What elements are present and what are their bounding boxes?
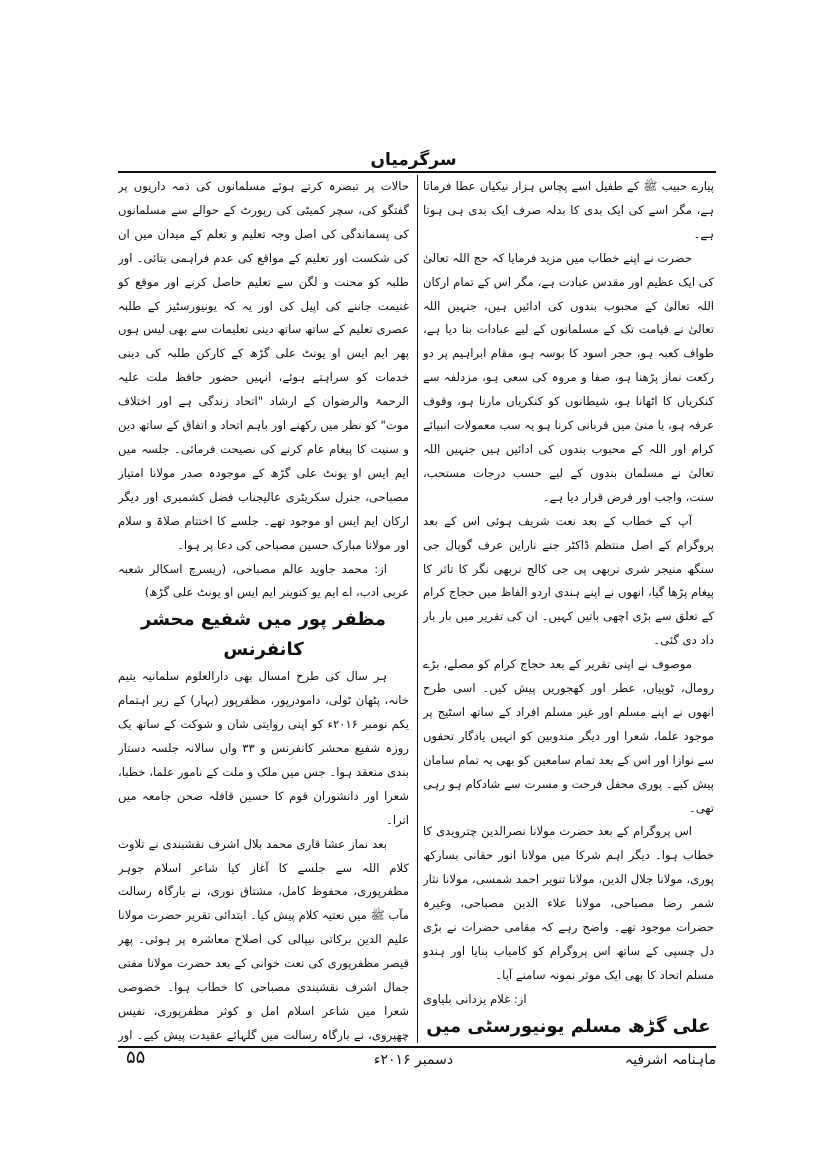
- right-paragraph: اس پروگرام کے بعد حضرت مولانا نصرالدین چترویدی کا خطاب ہوا۔ دیگر اہم شرکا میں مولانا انور حقانی بسارکھ پوری، مولانا جلال الدین، مولانا تنویر احمد شمسی، مولانا نثار شمر رضا مصباحی، مولانا علاء الدین مصباحی، وغیرہ حضرات موجود تھے۔ واضح رہے کہ مقامی حضرات نے بڑی دل چسپی کے ساتھ اس پروگرام کو کامیاب بنایا اور ہندو مسلم اتحاد کا بھی ایک موثر نمونہ سامنے آیا۔: [423, 824, 714, 982]
- header-rule: [118, 171, 716, 173]
- right-paragraph: موصوف نے اپنی تقریر کے بعد حجاج کرام کو مصلے، بڑے رومال، ٹوپیاں، عطر اور کھجوریں پیش کیں۔ اسی طرح انھوں نے اپنے مسلم اور غیر مسلم افراد کے ساتھ اسٹیج پر موجود علما، شعرا اور دیگر مندوبین کو انہیں یادگار تحفوں سے نوازا اور اس کے بعد تمام سامعین کو بھی یہ تمام سامان پیش کیے۔ پوری محفل فرحت و مسرت سے شادکام ہو رہی تھی۔: [423, 657, 714, 815]
- article-credit: از: غلام یزدانی بلیاوی: [423, 991, 527, 1006]
- footer-magazine-name: ماہنامہ اشرفیہ: [624, 1052, 716, 1068]
- left-column: [118, 175, 409, 1043]
- footer-page-number: ۵۵: [126, 1047, 146, 1068]
- article-heading: علی گڑھ مسلم یونیورسٹی میں: [426, 1015, 711, 1037]
- article-heading: مظفر پور میں شفیع محشر کانفرنس: [141, 609, 386, 661]
- column-divider: [417, 175, 418, 1043]
- right-paragraph: پیارے حبیب ﷺ کے طفیل اسے پچاس ہزار نیکیاں عطا فرماتا ہے، مگر اسے کی ایک بدی کا بدلہ صرف ایک بدی ہی ہوتا ہے۔: [423, 179, 714, 241]
- footer-rule: [118, 1046, 716, 1048]
- footer-date: دسمبر ۲۰۱۶ء: [373, 1052, 454, 1068]
- page-section-title: سرگرمیاں: [370, 150, 457, 170]
- left-paragraph: ہر سال کی طرح امسال بھی دارالعلوم سلمانیہ یتیم خانہ، پٹھان ٹولی، دامودرپور، مظفرپور (بہار) کے زیر اہتمام یکم نومبر ۲۰۱۶ء کو اپنی روایتی شان و شوکت کے ساتھ یک روزہ شفیع محشر کانفرنس و ۳۳ واں سالانہ جلسہ دستار بندی منعقد ہوا۔ جس میں ملک و ملت کے نامور علما، خطبا، شعرا اور دانشوران قوم کا حسین قافلہ صحن جامعہ میں اترا۔: [118, 669, 409, 827]
- right-paragraph: آپ کے خطاب کے بعد نعت شریف ہوئی اس کے بعد پروگرام کے اصل منتظم ڈاکٹر جنے ناراین عرف گوپال جی سنگھ منیجر شری نربھی پی جی کالج نربھی نگر کا تاثر کا پیغام پڑھا گیا، انھوں نے اپنے ہندی اردو الفاظ میں حجاج کرام کے تعلق سے بڑی اچھی باتیں کہیں۔ ان کی تقریر میں بار بار داد دی گئی۔: [423, 513, 714, 648]
- right-column: [423, 175, 714, 1043]
- left-paragraph: بعد نماز عشا قاری محمد بلال اشرف نقشبندی نے تلاوت کلام اللہ سے جلسے کا آغاز کیا شاعر اسلام جوہر مظفرپوری، محفوظ کامل، مشتاق نوری، نے بارگاہ رسالت مآب ﷺ میں نعتیہ کلام پیش کیا۔ ابتدائی تقریر حضرت مولانا علیم الدین برکاتی نیپالی کی اصلاح معاشرہ پر ہوئی۔ پھر قیصر مظفرپوری کی نعت خوانی کے بعد حضرت مولانا مفتی جمال اشرف نقشبندی مصباحی کا خطاب ہوا۔ خصوصی شعرا میں شاعر اسلام امل و کوثر مظفرپوری، نفیس چھپروی، نے بارگاہ رسالت میں گلہائے عقیدت پیش کیے۔ اور: [118, 836, 409, 1042]
- left-paragraph: حالات پر تبصرہ کرتے ہوئے مسلمانوں کی ذمہ داریوں پر گفتگو کی، سچر کمیٹی کی رپورٹ کے حوالے سے مسلمانوں کی پسماندگی کی اصل وجہ تعلیم و تعلم کے میدان میں ان کی شکست اور تعلیم کے مواقع کی عدم فراہمی بتائی۔ اور طلبہ کو محنت و لگن سے تعلیم حاصل کرنے اور موقع کو غنیمت جاننے کی اپیل کی اور یہ کہ یونیورسٹیز کے طلبہ عصری تعلیم کے ساتھ ساتھ دینی تعلیمات سے بھی لیس ہوں پھر ایم ایس او یونٹ علی گڑھ کے کارکن طلبہ کی دینی خدمات کو سراہتے ہوئے، انہیں حضور حافظ ملت علیہ الرحمۃ والرضوان کے ارشاد "اتحاد زندگی ہے اور اختلاف موت" کو نظر میں رکھنے اور باہم اتحاد و اتفاق کے ساتھ دین و سنیت کا پیغام عام کرنے کی نصیحت فرمائی۔ جلسہ میں ایم ایس او یونٹ علی گڑھ کے موجودہ صدر مولانا امتیاز مصباحی، جنرل سکریٹری عالیجناب فضل کشمیری اور دیگر ارکان ایم ایس او موجود تھے۔ جلسے کا اختتام صلاۃ و سلام اور مولانا مبارک حسین مصباحی کی دعا پر ہوا۔: [118, 179, 409, 552]
- right-paragraph: حضرت نے اپنے خطاب میں مزید فرمایا کہ حج اللہ تعالیٰ کی ایک عظیم اور مقدس عبادت ہے، مگر اس کے تمام ارکان اللہ تعالیٰ کے محبوب بندوں کی ادائیں ہیں، جنہیں اللہ تعالیٰ نے قیامت تک کے مسلمانوں کے لیے عبادات بنا دیا ہے، طواف کعبہ ہو، حجر اسود کا بوسہ ہو، مقام ابراہیم پر دو رکعت نماز پڑھنا ہو، صفا و مروہ کی سعی ہو، مزدلفہ سے کنکریاں کا اٹھانا ہو، شیطانوں کو کنکریاں مارنا ہو، وقوف عرفہ ہو، یا منیٰ میں قربانی کرنا ہو یہ سب معمولات انبیائے کرام اور اللہ کے محبوب بندوں کی ادائیں ہیں جنہیں اللہ تعالیٰ نے مسلمان بندوں کے لیے حسب درجات مستحب، سنت، واجب اور فرض قرار دیا ہے۔: [423, 250, 714, 504]
- article-credit: از: محمد جاوید عالم مصباحی، (ریسرچ اسکالر شعبہ عربی ادب، اے ایم یو کنوینر ایم ایس او یونٹ علی گڑھ): [118, 561, 409, 600]
